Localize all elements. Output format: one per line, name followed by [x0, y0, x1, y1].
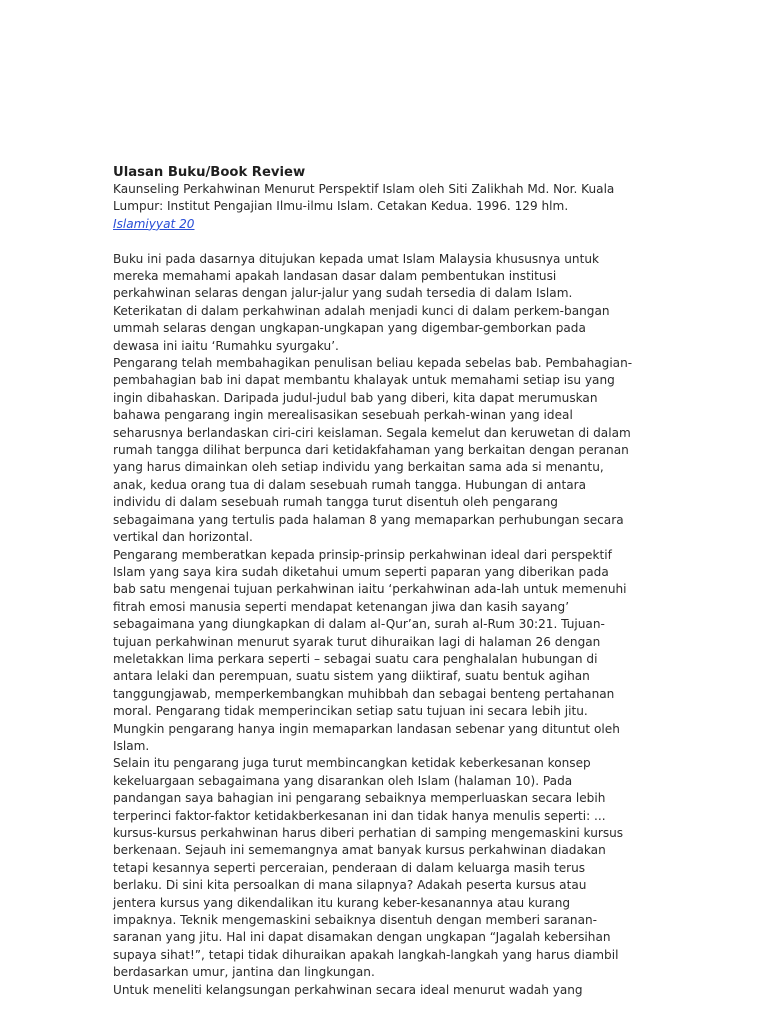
- body-text-line: bab satu mengenai tujuan perkahwinan iaitu ‘perkahwinan ada-lah untuk memenuhi: [113, 582, 627, 597]
- citation-line: Kaunseling Perkahwinan Menurut Perspektif Islam oleh Siti Zalikhah Md. Nor. Kuala: [113, 182, 615, 196]
- body-text-line: berkenaan. Sejauh ini sememangnya amat banyak kursus perkahwinan diadakan: [113, 843, 606, 858]
- citation-line: Lumpur: Institut Pengajian Ilmu-ilmu Islam. Cetakan Kedua. 1996. 129 hlm.: [113, 199, 569, 214]
- body-text-line: Buku ini pada dasarnya ditujukan kepada umat Islam Malaysia khususnya untuk: [113, 251, 600, 266]
- body-text-line: antara lelaki dan perempuan, suatu sistem yang diiktiraf, suatu bentuk agihan: [113, 669, 590, 684]
- body-text-line: Islam yang saya kira sudah diketahui umum seperti paparan yang diberikan pada: [113, 564, 609, 579]
- body-text-line: berdasarkan umur, jantina dan lingkungan.: [113, 965, 375, 980]
- body-text-line: sebagaimana yang tertulis pada halaman 8 yang memaparkan perhubungan secara: [113, 512, 624, 527]
- body-text-line: Keterikatan di dalam perkahwinan adalah menjadi kunci di dalam perkem-bangan: [113, 303, 610, 318]
- body-text-line: kekeluargaan sebagaimana yang disarankan oleh Islam (halaman 10). Pada: [113, 773, 573, 788]
- body-text-line: terperinci faktor-faktor ketidakberkesanan ini dan tidak hanya menulis seperti: ...: [113, 808, 606, 823]
- body-text-line: sebagaimana yang diungkapkan di dalam al-Qur’an, surah al-Rum 30:21. Tujuan-: [113, 617, 605, 632]
- paragraph-gap: [113, 233, 658, 250]
- book-citation: [113, 181, 658, 233]
- body-text-line: Untuk meneliti kelangsungan perkahwinan secara ideal menurut wadah yang: [113, 982, 583, 997]
- body-text-line: mereka memahami apakah landasan dasar dalam pembentukan institusi: [113, 269, 557, 284]
- body-text-line: tujuan perkahwinan menurut syarak turut dihuraikan lagi di halaman 26 dengan: [113, 634, 601, 649]
- body-text-line: pandangan saya bahagian ini pengarang sebaiknya memperluaskan secara lebih: [113, 791, 606, 806]
- journal-link[interactable]: Islamiyyat 20: [113, 216, 195, 231]
- body-text-line: Mungkin pengarang hanya ingin memaparkan landasan sebenar yang dituntut oleh: [113, 721, 620, 736]
- body-text-line: bahawa pengarang ingin merealisasikan sesebuah perkah-winan yang ideal: [113, 408, 573, 423]
- body-text-line: supaya sihat!”, tetapi tidak dihuraikan apakah langkah-langkah yang harus diambil: [113, 947, 619, 962]
- body-text-line: rumah tangga dilihat berpunca dari ketidakfahaman yang berkaitan dengan peranan: [113, 443, 629, 458]
- body-text-line: jentera kursus yang dikendalikan itu kurang keber-kesanannya atau kurang: [113, 895, 571, 910]
- body-text-line: anak, kedua orang tua di dalam sesebuah rumah tangga. Hubungan di antara: [113, 477, 586, 492]
- body-text-line: kursus-kursus perkahwinan harus diberi perhatian di samping mengemaskini kursus: [113, 826, 624, 841]
- body-text-line: saranan yang jitu. Hal ini dapat disamakan dengan ungkapan “Jagalah kebersihan: [113, 930, 611, 945]
- review-article: [113, 164, 658, 999]
- review-body: [113, 251, 658, 999]
- body-text-line: dewasa ini iaitu ‘Rumahku syurgaku’.: [113, 338, 339, 353]
- body-text-line: Selain itu pengarang juga turut membincangkan ketidak keberkesanan konsep: [113, 756, 591, 771]
- body-text-line: individu di dalam sesebuah rumah tangga turut disentuh oleh pengarang: [113, 495, 558, 510]
- citation-link-line: [113, 216, 658, 233]
- body-text-line: Islam.: [113, 738, 150, 753]
- body-text-line: pembahagian bab ini dapat membantu khalayak untuk memahami setiap isu yang: [113, 373, 615, 388]
- body-text-line: Pengarang telah membahagikan penulisan beliau kepada sebelas bab. Pembahagian-: [113, 356, 633, 371]
- body-text-line: tetapi kesannya seperti perceraian, penderaan di dalam keluarga masih terus: [113, 860, 586, 875]
- body-text-line: vertikal dan horizontal.: [113, 530, 253, 545]
- body-text-line: berlaku. Di sini kita persoalkan di mana silapnya? Adakah peserta kursus atau: [113, 878, 587, 893]
- body-text-line: tanggungjawab, memperkembangkan muhibbah dan sebagai benteng pertahanan: [113, 686, 615, 701]
- page-title: Ulasan Buku/Book Review: [113, 165, 306, 180]
- body-text-line: ummah selaras dengan ungkapan-ungkapan yang digembar-gemborkan pada: [113, 321, 586, 336]
- body-text-line: ingin dibahaskan. Daripada judul-judul bab yang diberi, kita dapat merumuskan: [113, 390, 598, 405]
- body-text-line: yang harus dimainkan oleh setiap individu yang berkaitan sama ada si menantu,: [113, 460, 604, 475]
- body-text-line: perkahwinan selaras dengan jalur-jalur yang sudah tersedia di dalam Islam.: [113, 286, 573, 301]
- body-text-line: impaknya. Teknik mengemaskini sebaiknya disentuh dengan memberi saranan-: [113, 913, 598, 928]
- body-text-line: Pengarang memberatkan kepada prinsip-prinsip perkahwinan ideal dari perspektif: [113, 547, 612, 562]
- body-text-line: meletakkan lima perkara seperti – sebagai suatu cara penghalalan hubungan di: [113, 651, 598, 666]
- body-text-line: moral. Pengarang tidak memperincikan setiap satu tujuan ini secara lebih jitu.: [113, 704, 588, 719]
- body-text-line: fitrah emosi manusia seperti mendapat ketenangan jiwa dan kasih sayang’: [113, 599, 570, 614]
- body-text-line: seharusnya berlandaskan ciri-ciri keislaman. Segala kemelut dan keruwetan di dalam: [113, 425, 631, 440]
